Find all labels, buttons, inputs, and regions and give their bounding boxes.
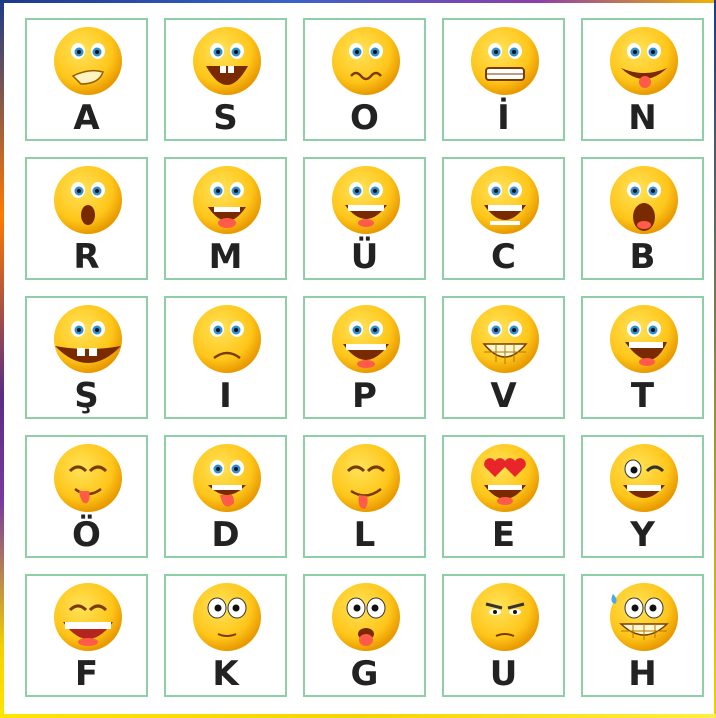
letter-label: K [212, 654, 239, 694]
letter-card [581, 157, 704, 280]
letter-label: Ö [72, 515, 101, 555]
letter-label: C [491, 237, 516, 277]
letter-card [164, 296, 287, 419]
silly-tongue-face-icon [329, 580, 403, 654]
letter-card [303, 574, 426, 697]
letter-label: B [629, 237, 656, 277]
letter-label: F [74, 654, 99, 694]
letter-card [164, 157, 287, 280]
letter-label: E [491, 515, 516, 555]
letter-label: A [73, 98, 100, 138]
letter-label: H [628, 654, 657, 694]
letter-card [303, 18, 426, 141]
letter-label: O [350, 98, 379, 138]
letter-card [164, 574, 287, 697]
wide-mouth-face-icon [51, 302, 125, 376]
letter-label: P [352, 376, 377, 416]
letter-label: Ü [350, 237, 379, 277]
letter-card [25, 157, 148, 280]
letter-label: D [211, 515, 240, 555]
letter-card [25, 435, 148, 558]
letter-card [164, 435, 287, 558]
happy-open-mouth-face-icon [190, 163, 264, 237]
laughing-face-icon [607, 302, 681, 376]
teeth-grin-face-icon [468, 163, 542, 237]
wavy-mouth-face-icon [329, 24, 403, 98]
emoji-letter-grid [25, 18, 704, 697]
big-smile-face-icon [329, 302, 403, 376]
letter-label: N [628, 98, 657, 138]
side-tongue-face-icon [329, 441, 403, 515]
gritted-teeth-face-icon [468, 24, 542, 98]
letter-card [581, 435, 704, 558]
letter-card [581, 574, 704, 697]
nervous-grin-face-icon [607, 580, 681, 654]
annoyed-face-icon [468, 580, 542, 654]
laughing-closed-eyes-face-icon [51, 580, 125, 654]
tongue-smile-face-icon [190, 441, 264, 515]
letter-card [25, 18, 148, 141]
letter-label: I [219, 376, 232, 416]
letter-card [25, 296, 148, 419]
neutral-face-icon [190, 580, 264, 654]
letter-card [442, 435, 565, 558]
letter-card [581, 18, 704, 141]
smirk-face-icon [51, 24, 125, 98]
tongue-out-face-icon [51, 441, 125, 515]
letter-label: Ş [74, 376, 99, 416]
letter-card [303, 435, 426, 558]
shocked-face-icon [607, 163, 681, 237]
letter-card [442, 157, 565, 280]
letter-label: U [489, 654, 518, 694]
letter-label: S [213, 98, 238, 138]
letter-label: L [353, 515, 376, 555]
letter-label: V [490, 376, 517, 416]
grinning-face-icon [329, 163, 403, 237]
frame-top-border [0, 0, 716, 3]
letter-card [25, 574, 148, 697]
heart-eyes-face-icon [468, 441, 542, 515]
letter-card [303, 296, 426, 419]
crazy-tongue-face-icon [607, 24, 681, 98]
letter-card [442, 18, 565, 141]
letter-card [581, 296, 704, 419]
letter-card [442, 574, 565, 697]
frame-bottom-border [0, 714, 716, 718]
buck-teeth-open-mouth-face-icon [190, 24, 264, 98]
sad-face-icon [190, 302, 264, 376]
clenched-teeth-face-icon [468, 302, 542, 376]
letter-label: İ [497, 98, 510, 138]
letter-label: G [350, 654, 379, 694]
letter-label: R [73, 237, 100, 277]
winking-face-icon [607, 441, 681, 515]
surprised-face-icon [51, 163, 125, 237]
letter-label: Y [630, 515, 655, 555]
letter-card [164, 18, 287, 141]
letter-card [442, 296, 565, 419]
letter-label: T [630, 376, 655, 416]
frame-left-border [0, 0, 4, 718]
letter-label: M [208, 237, 243, 277]
letter-card [303, 157, 426, 280]
